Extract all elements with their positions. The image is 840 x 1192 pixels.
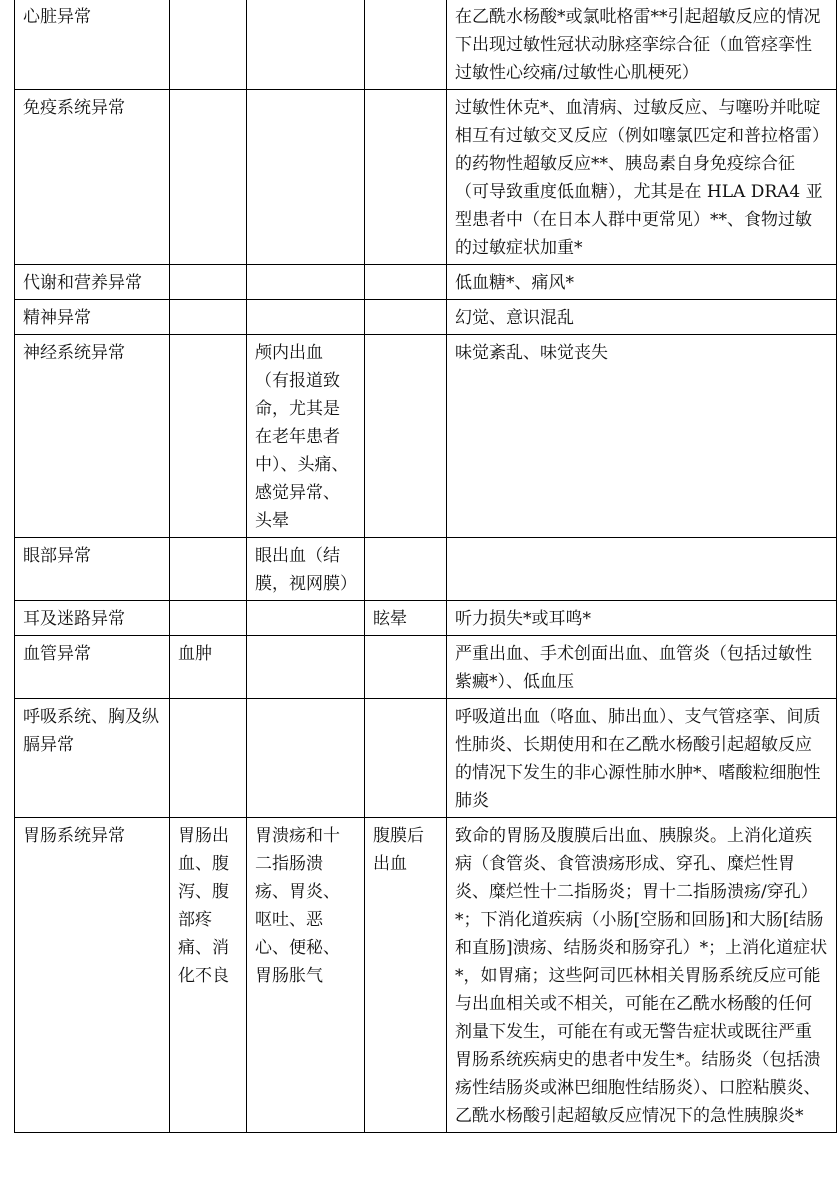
frequency-unknown-cell: 幻觉、意识混乱 (447, 300, 837, 335)
frequency-rare-cell (365, 538, 447, 601)
frequency-uncommon-cell (247, 601, 365, 636)
frequency-common-cell (170, 0, 247, 90)
system-organ-class-cell: 耳及迷路异常 (15, 601, 170, 636)
frequency-common-cell (170, 300, 247, 335)
frequency-rare-cell (365, 335, 447, 538)
frequency-uncommon-cell (247, 699, 365, 818)
table-row (15, 699, 837, 818)
frequency-uncommon-cell (247, 300, 365, 335)
frequency-unknown-cell: 低血糖*、痛风* (447, 265, 837, 300)
frequency-common-cell: 胃肠出血、腹泻、腹部疼痛、消化不良 (170, 818, 247, 1133)
frequency-unknown-cell: 过敏性休克*、血清病、过敏反应、与噻吩并吡啶相互有过敏交叉反应（例如噻氯匹定和普拉格雷）的药物性超敏反应**、胰岛素自身免疫综合征（可导致重度低血糖），尤其是在 HLA DRA4 亚型患者中（在日本人群中更常见）**、食物过敏的过敏症状加重* (447, 90, 837, 265)
frequency-unknown-cell: 在乙酰水杨酸*或氯吡格雷**引起超敏反应的情况下出现过敏性冠状动脉痉挛综合征（血管痉挛性过敏性心绞痛/过敏性心肌梗死） (447, 0, 837, 90)
system-organ-class-cell: 胃肠系统异常 (15, 818, 170, 1133)
system-organ-class-cell: 免疫系统异常 (15, 90, 170, 265)
frequency-rare-cell: 腹膜后出血 (365, 818, 447, 1133)
frequency-common-cell (170, 601, 247, 636)
frequency-rare-cell (365, 90, 447, 265)
frequency-rare-cell (365, 265, 447, 300)
table-row (15, 335, 837, 538)
frequency-uncommon-cell (247, 0, 365, 90)
frequency-common-cell (170, 335, 247, 538)
system-organ-class-cell: 代谢和营养异常 (15, 265, 170, 300)
frequency-common-cell (170, 538, 247, 601)
table-row (15, 601, 837, 636)
frequency-unknown-cell: 致命的胃肠及腹膜后出血、胰腺炎。上消化道疾病（食管炎、食管溃疡形成、穿孔、糜烂性胃炎、糜烂性十二指肠炎；胃十二指肠溃疡/穿孔）*；下消化道疾病（小肠[空肠和回肠]和大肠[结肠和直肠]溃疡、结肠炎和肠穿孔）*；上消化道症状*，如胃痛；这些阿司匹林相关胃肠系统反应可能与出血相关或不相关，可能在乙酰水杨酸的任何剂量下发生，可能在有或无警告症状或既往严重胃肠系统疾病史的患者中发生*。结肠炎（包括溃疡性结肠炎或淋巴细胞性结肠炎）、口腔粘膜炎、乙酰水杨酸引起超敏反应情况下的急性胰腺炎* (447, 818, 837, 1133)
frequency-common-cell (170, 90, 247, 265)
system-organ-class-cell: 眼部异常 (15, 538, 170, 601)
frequency-uncommon-cell: 颅内出血（有报道致命，尤其是在老年患者中）、头痛、感觉异常、头晕 (247, 335, 365, 538)
frequency-uncommon-cell: 胃溃疡和十二指肠溃疡、胃炎、呕吐、恶心、便秘、胃肠胀气 (247, 818, 365, 1133)
frequency-uncommon-cell (247, 265, 365, 300)
table-row (15, 300, 837, 335)
table-row (15, 636, 837, 699)
system-organ-class-cell: 神经系统异常 (15, 335, 170, 538)
frequency-common-cell (170, 699, 247, 818)
frequency-uncommon-cell (247, 636, 365, 699)
adverse-reactions-table (14, 0, 837, 1133)
frequency-unknown-cell: 听力损失*或耳鸣* (447, 601, 837, 636)
frequency-rare-cell (365, 0, 447, 90)
table-row (15, 90, 837, 265)
table-row (15, 818, 837, 1133)
table-row (15, 265, 837, 300)
table-row (15, 538, 837, 601)
frequency-uncommon-cell: 眼出血（结膜，视网膜） (247, 538, 365, 601)
frequency-uncommon-cell (247, 90, 365, 265)
table-row (15, 0, 837, 90)
frequency-rare-cell (365, 300, 447, 335)
frequency-rare-cell: 眩晕 (365, 601, 447, 636)
frequency-common-cell: 血肿 (170, 636, 247, 699)
frequency-rare-cell (365, 636, 447, 699)
frequency-unknown-cell: 严重出血、手术创面出血、血管炎（包括过敏性紫癜*）、低血压 (447, 636, 837, 699)
frequency-common-cell (170, 265, 247, 300)
system-organ-class-cell: 心脏异常 (15, 0, 170, 90)
system-organ-class-cell: 血管异常 (15, 636, 170, 699)
frequency-unknown-cell: 味觉紊乱、味觉丧失 (447, 335, 837, 538)
frequency-unknown-cell: 呼吸道出血（咯血、肺出血）、支气管痉挛、间质性肺炎、长期使用和在乙酰水杨酸引起超敏反应的情况下发生的非心源性肺水肿*、嗜酸粒细胞性肺炎 (447, 699, 837, 818)
system-organ-class-cell: 呼吸系统、胸及纵膈异常 (15, 699, 170, 818)
frequency-rare-cell (365, 699, 447, 818)
system-organ-class-cell: 精神异常 (15, 300, 170, 335)
frequency-unknown-cell (447, 538, 837, 601)
